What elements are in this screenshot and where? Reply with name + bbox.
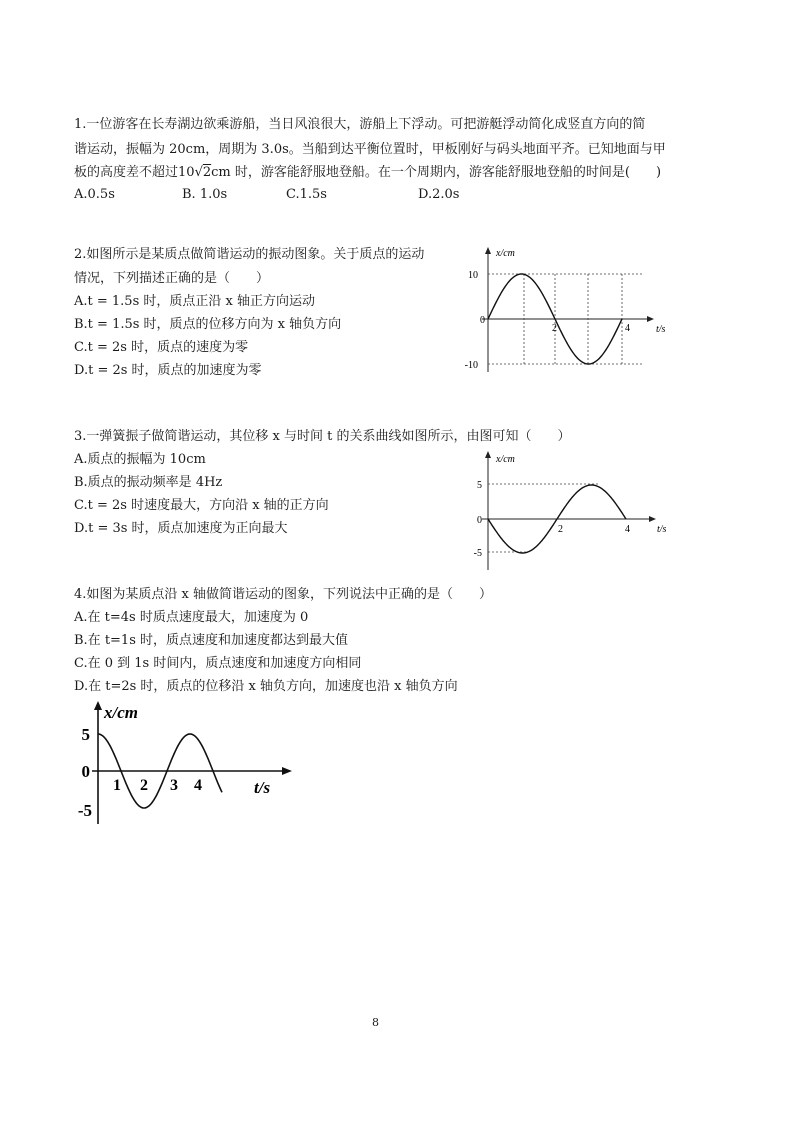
q2-option-a: A.t = 1.5s 时，质点正沿 x 轴正方向运动 <box>74 294 315 309</box>
q4-xtick-4: 4 <box>194 777 202 794</box>
q3-line-1: 3.一弹簧振子做简谐运动，其位移 x 与时间 t 的关系曲线如图所示，由图可知（ ） <box>74 429 571 444</box>
q2-graph <box>458 244 678 380</box>
q1-line-2: 谐运动，振幅为 20cm，周期为 3.0s。当船到达平衡位置时，甲板刚好与码头地面平齐。已知地面与甲 <box>74 142 666 157</box>
q2-x-arrow <box>647 316 654 322</box>
q4-graph <box>68 698 308 830</box>
q3-option-d: D.t = 3s 时，质点加速度为正向最大 <box>74 521 288 536</box>
q4-line-1: 4.如图为某质点沿 x 轴做简谐运动的图象，下列说法中正确的是（ ） <box>74 587 492 602</box>
q1-line-3-post: cm 时，游客能舒服地登船。在一个周期内，游客能舒服地登船的时间是( ) <box>211 165 662 180</box>
q3-x-label: t/s <box>657 524 667 535</box>
q3-xtick-4: 4 <box>625 524 630 535</box>
q1-sqrt-radicand: 2 <box>202 165 212 180</box>
q3-ytick-zero: 0 <box>477 515 482 526</box>
q4-y-arrow <box>94 701 102 710</box>
q2-line-2: 情况，下列描述正确的是（ ） <box>74 271 270 286</box>
q3-y-label: x/cm <box>496 454 515 465</box>
q2-ytick-zero: 0 <box>480 315 485 326</box>
q3-ytick-bottom: -5 <box>473 548 482 559</box>
q2-line-1: 2.如图所示是某质点做简谐运动的振动图象。关于质点的运动 <box>74 247 425 262</box>
q4-option-b: B.在 t=1s 时，质点速度和加速度都达到最大值 <box>74 633 349 648</box>
q3-y-arrow <box>485 451 491 458</box>
q3-option-c: C.t = 2s 时速度最大，方向沿 x 轴的正方向 <box>74 498 329 513</box>
q2-y-label: x/cm <box>496 248 515 259</box>
q1-line-3-pre: 板的高度差不超过 <box>74 165 179 180</box>
q1-sqrt-coef: 10 <box>178 165 195 180</box>
q3-option-b: B.质点的振动频率是 4Hz <box>74 475 223 490</box>
q1-option-d: D.2.0s <box>418 187 460 202</box>
q2-ytick-top: 10 <box>468 270 478 281</box>
q4-option-c: C.在 0 到 1s 时间内，质点速度和加速度方向相同 <box>74 656 362 671</box>
q2-option-d: D.t = 2s 时，质点的加速度为零 <box>74 363 262 378</box>
q1-line-3 <box>74 164 661 182</box>
q2-xtick-4: 4 <box>625 323 630 334</box>
q4-x-label: t/s <box>254 778 271 797</box>
q3-option-a: A.质点的振幅为 10cm <box>74 452 206 467</box>
q4-xtick-3: 3 <box>170 777 178 794</box>
q4-ytick-top: 5 <box>81 725 90 744</box>
q4-xtick-1: 1 <box>113 777 121 794</box>
q2-xtick-2: 2 <box>552 323 557 334</box>
q2-option-c: C.t = 2s 时，质点的速度为零 <box>74 340 249 355</box>
q4-y-label: x/cm <box>104 703 138 722</box>
page-number: 8 <box>372 1016 379 1029</box>
q4-x-arrow <box>282 767 292 775</box>
q2-ytick-bottom: -10 <box>464 360 478 371</box>
q3-ytick-top: 5 <box>477 480 482 491</box>
q1-option-c: C.1.5s <box>286 187 327 202</box>
q4-option-d: D.在 t=2s 时，质点的位移沿 x 轴负方向，加速度也沿 x 轴负方向 <box>74 679 458 694</box>
q2-y-arrow <box>485 247 491 254</box>
q4-ytick-zero: 0 <box>81 762 90 781</box>
q2-option-b: B.t = 1.5s 时，质点的位移方向为 x 轴负方向 <box>74 317 342 332</box>
q3-graph <box>458 448 678 574</box>
q1-sqrt-symbol: √ <box>194 165 203 180</box>
q3-x-arrow <box>649 516 656 522</box>
q3-xtick-2: 2 <box>558 524 563 535</box>
q4-xtick-2: 2 <box>140 777 148 794</box>
q4-option-a: A.在 t=4s 时质点速度最大，加速度为 0 <box>74 610 309 625</box>
q4-ytick-bottom: -5 <box>77 801 92 820</box>
q2-x-label: t/s <box>656 324 666 335</box>
q1-line-1: 1.一位游客在长寿湖边欲乘游船，当日风浪很大，游船上下浮动。可把游艇浮动简化成竖直方向的简 <box>74 117 646 132</box>
q1-option-b: B. 1.0s <box>182 187 228 202</box>
q1-option-a: A.0.5s <box>74 187 115 202</box>
